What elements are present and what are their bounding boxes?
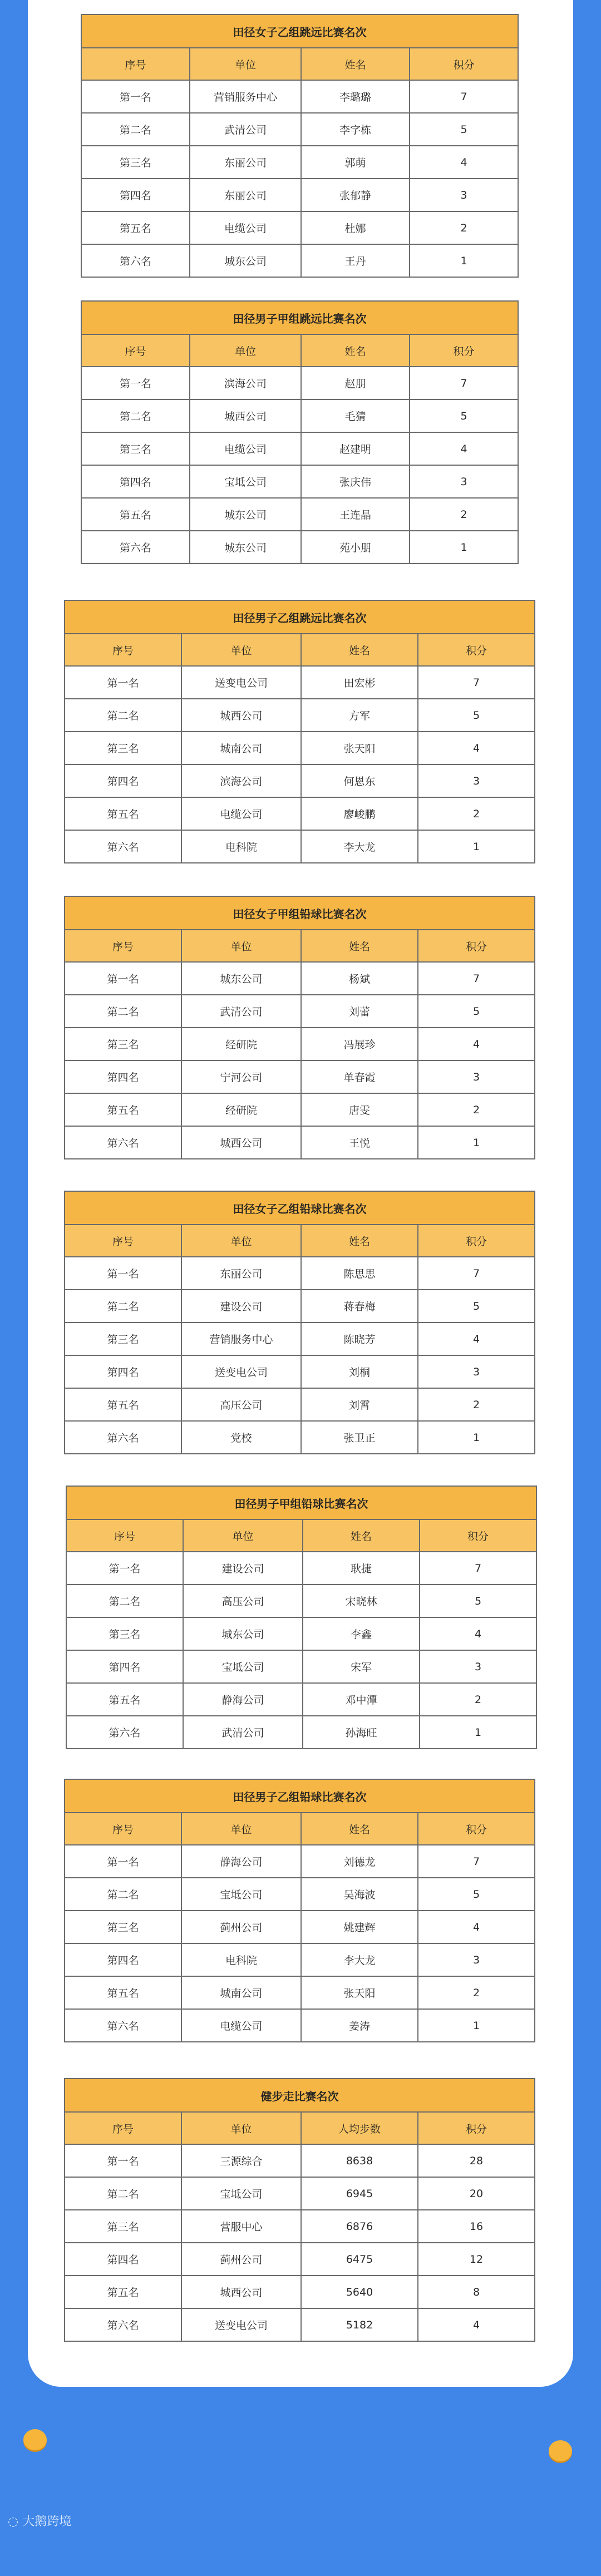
ranking-table <box>64 1779 535 2042</box>
column-header: 单位 <box>181 1225 301 1257</box>
unit-cell: 宝坻公司 <box>181 2177 301 2210</box>
unit-cell: 东丽公司 <box>190 146 301 179</box>
name-cell: 田宏彬 <box>301 666 418 699</box>
ranking-table <box>64 896 535 1159</box>
unit-cell: 电科院 <box>181 830 301 863</box>
name-cell: 6876 <box>301 2210 418 2243</box>
rank-cell: 第一名 <box>65 666 181 699</box>
score-cell: 3 <box>418 1943 535 1976</box>
score-cell: 4 <box>420 1617 536 1650</box>
table-row <box>65 1126 535 1159</box>
table-row <box>66 1552 536 1585</box>
score-cell: 2 <box>410 498 518 531</box>
table-row <box>65 1878 535 1911</box>
column-header: 姓名 <box>301 334 410 367</box>
table-row <box>81 531 518 564</box>
rank-cell: 第二名 <box>65 1290 181 1322</box>
table-row <box>65 2144 535 2177</box>
column-header: 单位 <box>181 634 301 666</box>
rank-cell: 第一名 <box>65 962 181 995</box>
rank-cell: 第五名 <box>65 1388 181 1421</box>
name-cell: 杨斌 <box>301 962 418 995</box>
column-header: 序号 <box>65 1225 181 1257</box>
ranking-table <box>66 1486 537 1749</box>
unit-cell: 城西公司 <box>181 699 301 732</box>
name-cell: 5182 <box>301 2308 418 2341</box>
table-row <box>81 146 518 179</box>
score-cell: 2 <box>418 1093 535 1126</box>
column-header: 积分 <box>418 2112 535 2144</box>
score-cell: 2 <box>418 1976 535 2009</box>
name-cell: 冯展珍 <box>301 1028 418 1060</box>
name-cell: 宋晓林 <box>303 1585 420 1617</box>
score-cell: 4 <box>418 2308 535 2341</box>
name-cell: 王悦 <box>301 1126 418 1159</box>
score-cell: 3 <box>418 1355 535 1388</box>
unit-cell: 蓟州公司 <box>181 1911 301 1943</box>
score-cell: 7 <box>410 367 518 399</box>
column-header: 单位 <box>181 2112 301 2144</box>
rank-cell: 第六名 <box>65 2009 181 2042</box>
name-cell: 李大龙 <box>301 830 418 863</box>
rank-cell: 第五名 <box>81 498 190 531</box>
left-orange-dot <box>23 2429 47 2450</box>
name-cell: 杜娜 <box>301 211 410 244</box>
table-row <box>81 498 518 531</box>
name-cell: 刘霄 <box>301 1388 418 1421</box>
rank-cell: 第四名 <box>81 179 190 211</box>
table-title: 田径男子乙组跳远比赛名次 <box>65 600 535 634</box>
unit-cell: 武清公司 <box>183 1716 303 1749</box>
unit-cell: 城东公司 <box>190 498 301 531</box>
table-row <box>65 732 535 764</box>
name-cell: 姜涛 <box>301 2009 418 2042</box>
score-cell: 2 <box>418 1388 535 1421</box>
name-cell: 李字栋 <box>301 113 410 146</box>
score-cell: 4 <box>418 1322 535 1355</box>
name-cell: 李璐璐 <box>301 80 410 113</box>
name-cell: 6475 <box>301 2243 418 2276</box>
name-cell: 张卫正 <box>301 1421 418 1454</box>
name-cell: 李大龙 <box>301 1943 418 1976</box>
table-row <box>65 995 535 1028</box>
unit-cell: 城南公司 <box>181 1976 301 2009</box>
score-cell: 3 <box>410 465 518 498</box>
rank-cell: 第二名 <box>81 113 190 146</box>
unit-cell: 城南公司 <box>181 732 301 764</box>
table-row <box>65 1093 535 1126</box>
score-cell: 8 <box>418 2276 535 2308</box>
name-cell: 吴海波 <box>301 1878 418 1911</box>
unit-cell: 东丽公司 <box>190 179 301 211</box>
score-cell: 4 <box>410 146 518 179</box>
table-row <box>65 1976 535 2009</box>
table-row <box>81 367 518 399</box>
table-title: 田径女子乙组跳远比赛名次 <box>81 14 518 48</box>
column-header: 单位 <box>190 334 301 367</box>
unit-cell: 城西公司 <box>181 1126 301 1159</box>
table-title: 田径女子乙组铅球比赛名次 <box>65 1191 535 1225</box>
table-row <box>65 666 535 699</box>
rank-cell: 第三名 <box>65 1911 181 1943</box>
score-cell: 2 <box>418 797 535 830</box>
name-cell: 赵朋 <box>301 367 410 399</box>
unit-cell: 三源综合 <box>181 2144 301 2177</box>
score-cell: 7 <box>418 1845 535 1878</box>
table-row <box>65 2243 535 2276</box>
column-header: 积分 <box>420 1519 536 1552</box>
score-cell: 5 <box>420 1585 536 1617</box>
name-cell: 李鑫 <box>303 1617 420 1650</box>
unit-cell: 东丽公司 <box>181 1257 301 1290</box>
table-row <box>66 1617 536 1650</box>
watermark-logo-icon: ◌ <box>8 2515 23 2529</box>
score-cell: 16 <box>418 2210 535 2243</box>
rank-cell: 第六名 <box>81 244 190 277</box>
table-row <box>65 2276 535 2308</box>
column-header: 积分 <box>418 930 535 962</box>
name-cell: 唐雯 <box>301 1093 418 1126</box>
table-row <box>65 962 535 995</box>
watermark: ◌ 大鹅跨境 <box>8 2515 72 2529</box>
table-row <box>65 1355 535 1388</box>
rank-cell: 第三名 <box>66 1617 183 1650</box>
unit-cell: 经研院 <box>181 1093 301 1126</box>
score-cell: 5 <box>418 699 535 732</box>
name-cell: 张天阳 <box>301 1976 418 2009</box>
column-header: 序号 <box>65 634 181 666</box>
name-cell: 张庆伟 <box>301 465 410 498</box>
score-cell: 1 <box>418 2009 535 2042</box>
name-cell: 8638 <box>301 2144 418 2177</box>
score-cell: 12 <box>418 2243 535 2276</box>
unit-cell: 送变电公司 <box>181 2308 301 2341</box>
table-row <box>81 211 518 244</box>
table-row <box>65 1028 535 1060</box>
score-cell: 1 <box>410 244 518 277</box>
name-cell: 郭萌 <box>301 146 410 179</box>
rank-cell: 第一名 <box>65 2144 181 2177</box>
table-row <box>65 1290 535 1322</box>
rank-cell: 第一名 <box>66 1552 183 1585</box>
score-cell: 7 <box>418 666 535 699</box>
rank-cell: 第二名 <box>65 995 181 1028</box>
rank-cell: 第一名 <box>81 367 190 399</box>
unit-cell: 滨海公司 <box>190 367 301 399</box>
column-header: 姓名 <box>303 1519 420 1552</box>
table-title: 健步走比赛名次 <box>65 2079 535 2112</box>
column-header: 积分 <box>418 1225 535 1257</box>
table-row <box>65 1322 535 1355</box>
table-row <box>65 1421 535 1454</box>
unit-cell: 城东公司 <box>183 1617 303 1650</box>
column-header: 积分 <box>410 48 518 80</box>
unit-cell: 静海公司 <box>181 1845 301 1878</box>
score-cell: 2 <box>420 1683 536 1716</box>
table-row <box>66 1683 536 1716</box>
table-row <box>65 830 535 863</box>
unit-cell: 送变电公司 <box>181 1355 301 1388</box>
table-row <box>65 1060 535 1093</box>
unit-cell: 武清公司 <box>181 995 301 1028</box>
rank-cell: 第六名 <box>81 531 190 564</box>
name-cell: 姚建辉 <box>301 1911 418 1943</box>
table-row <box>65 2177 535 2210</box>
unit-cell: 宁河公司 <box>181 1060 301 1093</box>
name-cell: 单春霞 <box>301 1060 418 1093</box>
unit-cell: 城西公司 <box>181 2276 301 2308</box>
table-row <box>65 1943 535 1976</box>
score-cell: 4 <box>418 1911 535 1943</box>
rank-cell: 第二名 <box>65 1878 181 1911</box>
unit-cell: 电缆公司 <box>181 797 301 830</box>
rank-cell: 第四名 <box>65 764 181 797</box>
rank-cell: 第四名 <box>65 1355 181 1388</box>
name-cell: 刘蕾 <box>301 995 418 1028</box>
unit-cell: 静海公司 <box>183 1683 303 1716</box>
name-cell: 王连晶 <box>301 498 410 531</box>
column-header: 姓名 <box>301 634 418 666</box>
name-cell: 廖峻鹏 <box>301 797 418 830</box>
unit-cell: 城东公司 <box>181 962 301 995</box>
score-cell: 5 <box>410 399 518 432</box>
name-cell: 邓中潭 <box>303 1683 420 1716</box>
table-row <box>81 80 518 113</box>
table-row <box>65 1388 535 1421</box>
unit-cell: 宝坻公司 <box>181 1878 301 1911</box>
rank-cell: 第六名 <box>65 830 181 863</box>
column-header: 积分 <box>418 1813 535 1845</box>
table-row <box>81 432 518 465</box>
name-cell: 陈思思 <box>301 1257 418 1290</box>
rank-cell: 第二名 <box>65 699 181 732</box>
rank-cell: 第五名 <box>81 211 190 244</box>
rank-cell: 第五名 <box>65 797 181 830</box>
unit-cell: 营服中心 <box>181 2210 301 2243</box>
rank-cell: 第三名 <box>65 2210 181 2243</box>
rank-cell: 第六名 <box>65 1421 181 1454</box>
rank-cell: 第六名 <box>65 2308 181 2341</box>
unit-cell: 营销服务中心 <box>190 80 301 113</box>
unit-cell: 电缆公司 <box>181 2009 301 2042</box>
table-row <box>65 797 535 830</box>
table-row <box>81 465 518 498</box>
score-cell: 1 <box>418 1126 535 1159</box>
rank-cell: 第三名 <box>65 732 181 764</box>
right-orange-dot <box>549 2440 572 2461</box>
name-cell: 5640 <box>301 2276 418 2308</box>
unit-cell: 高压公司 <box>183 1585 303 1617</box>
rank-cell: 第三名 <box>65 1322 181 1355</box>
column-header: 姓名 <box>301 1225 418 1257</box>
rank-cell: 第五名 <box>66 1683 183 1716</box>
rank-cell: 第二名 <box>66 1585 183 1617</box>
table-row <box>81 113 518 146</box>
ranking-table <box>64 600 535 863</box>
column-header: 积分 <box>418 634 535 666</box>
column-header: 积分 <box>410 334 518 367</box>
column-header: 序号 <box>81 48 190 80</box>
table-row <box>81 244 518 277</box>
table-row <box>81 179 518 211</box>
score-cell: 4 <box>418 732 535 764</box>
table-title: 田径男子甲组跳远比赛名次 <box>81 301 518 334</box>
unit-cell: 建设公司 <box>181 1290 301 1322</box>
rank-cell: 第四名 <box>65 2243 181 2276</box>
unit-cell: 建设公司 <box>183 1552 303 1585</box>
ranking-table <box>64 2078 535 2342</box>
table-row <box>65 2210 535 2243</box>
unit-cell: 宝坻公司 <box>190 465 301 498</box>
score-cell: 5 <box>418 1878 535 1911</box>
score-cell: 4 <box>410 432 518 465</box>
column-header: 序号 <box>65 930 181 962</box>
unit-cell: 电科院 <box>181 1943 301 1976</box>
name-cell: 何恩东 <box>301 764 418 797</box>
unit-cell: 营销服务中心 <box>181 1322 301 1355</box>
column-header: 姓名 <box>301 930 418 962</box>
score-cell: 7 <box>418 962 535 995</box>
name-cell: 刘德龙 <box>301 1845 418 1878</box>
table-row <box>65 1845 535 1878</box>
table-title: 田径男子乙组铅球比赛名次 <box>65 1779 535 1813</box>
unit-cell: 党校 <box>181 1421 301 1454</box>
unit-cell: 城东公司 <box>190 531 301 564</box>
column-header: 单位 <box>190 48 301 80</box>
table-title: 田径男子甲组铅球比赛名次 <box>66 1486 536 1519</box>
table-row <box>66 1650 536 1683</box>
name-cell: 6945 <box>301 2177 418 2210</box>
rank-cell: 第四名 <box>66 1650 183 1683</box>
score-cell: 1 <box>410 531 518 564</box>
name-cell: 张郁静 <box>301 179 410 211</box>
score-cell: 1 <box>418 1421 535 1454</box>
table-row <box>65 1911 535 1943</box>
ranking-table <box>81 300 519 564</box>
unit-cell: 电缆公司 <box>190 432 301 465</box>
rank-cell: 第三名 <box>65 1028 181 1060</box>
table-row <box>65 764 535 797</box>
score-cell: 5 <box>410 113 518 146</box>
table-title: 田径女子甲组铅球比赛名次 <box>65 896 535 930</box>
rank-cell: 第一名 <box>81 80 190 113</box>
unit-cell: 武清公司 <box>190 113 301 146</box>
unit-cell: 送变电公司 <box>181 666 301 699</box>
name-cell: 张天阳 <box>301 732 418 764</box>
score-cell: 3 <box>420 1650 536 1683</box>
column-header: 序号 <box>65 1813 181 1845</box>
rank-cell: 第二名 <box>81 399 190 432</box>
rank-cell: 第五名 <box>65 2276 181 2308</box>
table-row <box>65 2009 535 2042</box>
column-header: 姓名 <box>301 1813 418 1845</box>
score-cell: 7 <box>410 80 518 113</box>
name-cell: 方军 <box>301 699 418 732</box>
rank-cell: 第三名 <box>81 432 190 465</box>
rank-cell: 第六名 <box>65 1126 181 1159</box>
unit-cell: 宝坻公司 <box>183 1650 303 1683</box>
table-row <box>65 2308 535 2341</box>
table-row <box>66 1716 536 1749</box>
name-cell: 刘桐 <box>301 1355 418 1388</box>
name-cell: 陈晓芳 <box>301 1322 418 1355</box>
table-row <box>65 699 535 732</box>
rank-cell: 第五名 <box>65 1093 181 1126</box>
rank-cell: 第四名 <box>65 1060 181 1093</box>
unit-cell: 滨海公司 <box>181 764 301 797</box>
name-cell: 赵建明 <box>301 432 410 465</box>
unit-cell: 城东公司 <box>190 244 301 277</box>
name-cell: 耿捷 <box>303 1552 420 1585</box>
rank-cell: 第二名 <box>65 2177 181 2210</box>
name-cell: 宋军 <box>303 1650 420 1683</box>
name-cell: 孙海旺 <box>303 1716 420 1749</box>
column-header: 单位 <box>181 1813 301 1845</box>
column-header: 序号 <box>66 1519 183 1552</box>
rank-cell: 第四名 <box>81 465 190 498</box>
score-cell: 28 <box>418 2144 535 2177</box>
score-cell: 2 <box>410 211 518 244</box>
rank-cell: 第三名 <box>81 146 190 179</box>
table-row <box>65 1257 535 1290</box>
score-cell: 1 <box>420 1716 536 1749</box>
unit-cell: 城西公司 <box>190 399 301 432</box>
score-cell: 3 <box>418 1060 535 1093</box>
rank-cell: 第六名 <box>66 1716 183 1749</box>
score-cell: 3 <box>418 764 535 797</box>
column-header: 序号 <box>81 334 190 367</box>
name-cell: 苑小朋 <box>301 531 410 564</box>
ranking-table <box>81 14 519 278</box>
rank-cell: 第一名 <box>65 1257 181 1290</box>
column-header: 姓名 <box>301 48 410 80</box>
rank-cell: 第五名 <box>65 1976 181 2009</box>
table-row <box>81 399 518 432</box>
rank-cell: 第一名 <box>65 1845 181 1878</box>
name-cell: 王丹 <box>301 244 410 277</box>
score-cell: 7 <box>418 1257 535 1290</box>
column-header: 序号 <box>65 2112 181 2144</box>
table-row <box>66 1585 536 1617</box>
unit-cell: 蓟州公司 <box>181 2243 301 2276</box>
column-header: 人均步数 <box>301 2112 418 2144</box>
score-cell: 7 <box>420 1552 536 1585</box>
bottom-wave <box>0 2409 601 2576</box>
unit-cell: 电缆公司 <box>190 211 301 244</box>
score-cell: 4 <box>418 1028 535 1060</box>
column-header: 单位 <box>181 930 301 962</box>
name-cell: 毛猜 <box>301 399 410 432</box>
rank-cell: 第四名 <box>65 1943 181 1976</box>
unit-cell: 经研院 <box>181 1028 301 1060</box>
score-cell: 20 <box>418 2177 535 2210</box>
score-cell: 5 <box>418 995 535 1028</box>
score-cell: 3 <box>410 179 518 211</box>
unit-cell: 高压公司 <box>181 1388 301 1421</box>
column-header: 单位 <box>183 1519 303 1552</box>
name-cell: 蒋春梅 <box>301 1290 418 1322</box>
score-cell: 5 <box>418 1290 535 1322</box>
ranking-table <box>64 1191 535 1454</box>
score-cell: 1 <box>418 830 535 863</box>
